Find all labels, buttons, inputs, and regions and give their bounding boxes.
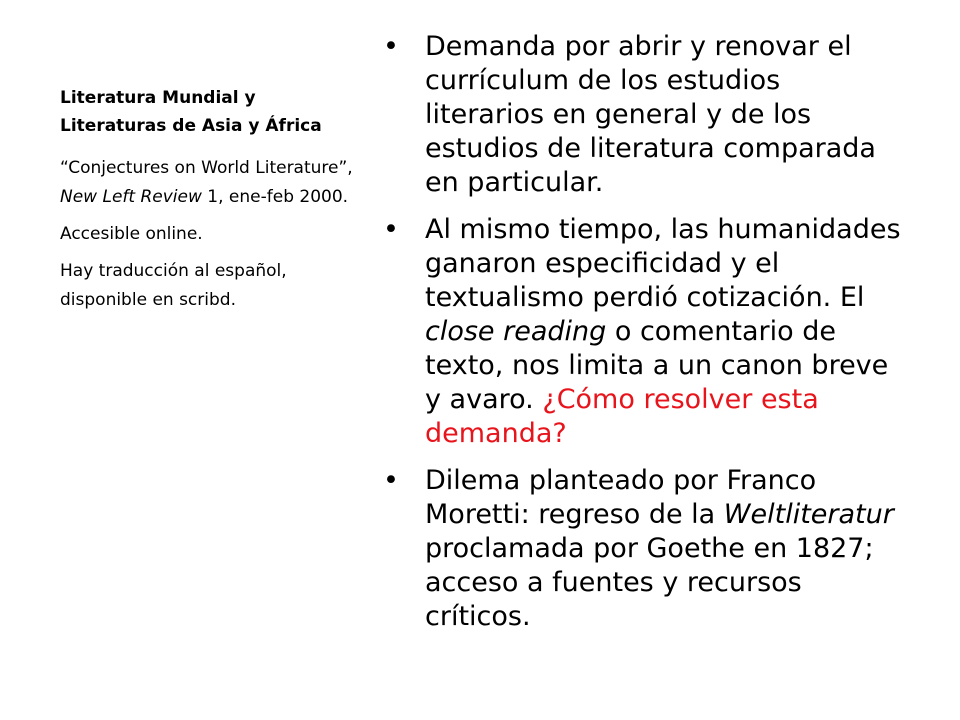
slide-title: [60, 84, 360, 140]
bullet-3-text-1: Dilema planteado por Franco Moretti: regreso de la: [425, 465, 817, 530]
bullet-2-question: ¿Cómo resolver esta demanda?: [425, 384, 819, 449]
bullet-item-1: [383, 30, 903, 200]
translation-note: Hay traducción al español, disponible en scribd.: [60, 261, 287, 310]
left-column: [60, 84, 360, 323]
bullet-2-text-1: Al mismo tiempo, las humanidades ganaron especificidad y el textualismo perdió cotización. El: [425, 214, 901, 313]
citation-text-1: “Conjectures on World Literature”,: [60, 158, 353, 178]
bullet-2-text-2: o comentario de texto, nos limita a un canon breve y avaro.: [425, 316, 889, 415]
bullet-item-3: [383, 464, 903, 634]
bullet-3-italic: Weltliteratur: [723, 499, 894, 530]
title-line-2: Literaturas de Asia y África: [60, 116, 322, 136]
citation: [60, 154, 360, 212]
online-note: Accesible online.: [60, 224, 203, 244]
bullet-list: [383, 30, 903, 647]
bullet-item-2: [383, 213, 903, 451]
bullet-1-text: Demanda por abrir y renovar el currículum de los estudios literarios en general y de los estudios de literatura comparada en particular.: [425, 31, 876, 198]
citation-text-2: 1, ene-feb 2000.: [201, 187, 349, 207]
bullet-2-italic: close reading: [425, 316, 607, 347]
citation-journal: New Left Review: [60, 187, 202, 207]
title-line-1: Literatura Mundial y: [60, 88, 256, 108]
bullet-3-text-2: proclamada por Goethe en 1827; acceso a fuentes y recursos críticos.: [425, 533, 874, 632]
